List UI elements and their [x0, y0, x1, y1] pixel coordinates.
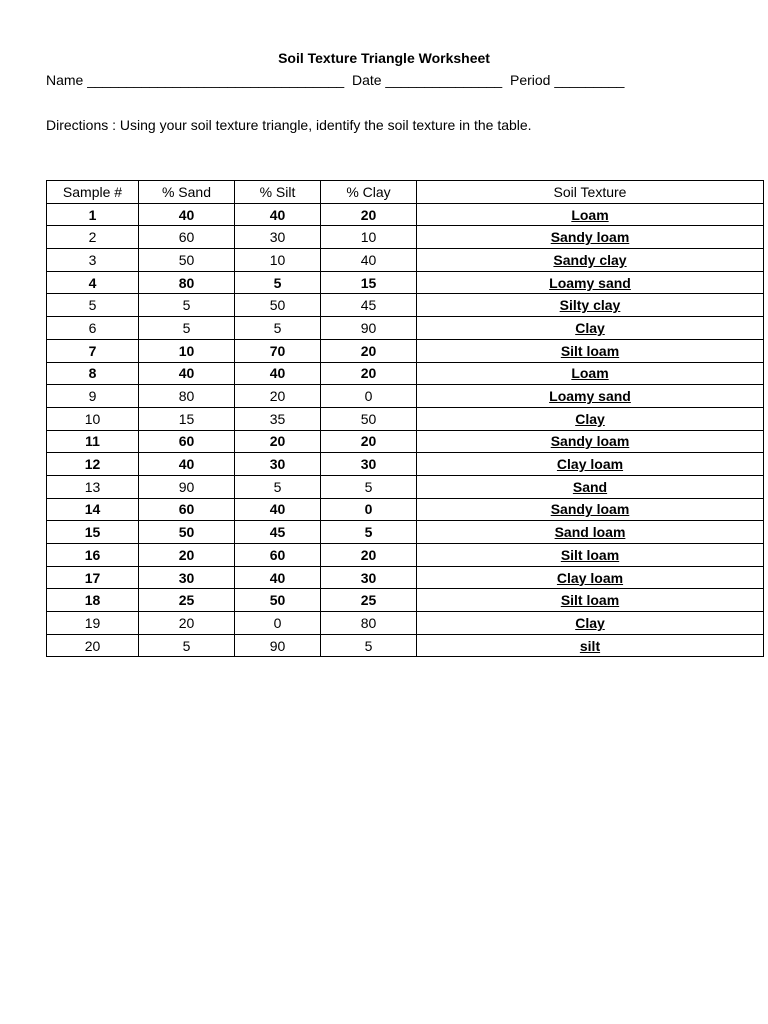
soil-texture-table: [46, 180, 764, 657]
soil-texture-cell: [417, 407, 764, 430]
soil-texture-cell: [417, 362, 764, 385]
soil-texture-answer: Silt loam: [560, 546, 620, 563]
header-clay: % Clay: [321, 181, 417, 204]
soil-texture-cell: [417, 249, 764, 272]
sand-cell: 60: [139, 430, 235, 453]
sample-cell: 2: [47, 226, 139, 249]
clay-cell: 20: [321, 544, 417, 567]
sample-cell: 10: [47, 407, 139, 430]
silt-cell: 40: [235, 498, 321, 521]
silt-cell: 40: [235, 362, 321, 385]
sand-cell: 30: [139, 566, 235, 589]
clay-cell: 30: [321, 566, 417, 589]
silt-cell: 0: [235, 612, 321, 635]
soil-texture-cell: [417, 544, 764, 567]
soil-texture-answer: Silty clay: [559, 297, 621, 314]
clay-cell: 10: [321, 226, 417, 249]
sample-cell: 14: [47, 498, 139, 521]
soil-texture-answer: silt: [579, 637, 601, 654]
sand-cell: 10: [139, 339, 235, 362]
silt-cell: 5: [235, 271, 321, 294]
sand-cell: 20: [139, 612, 235, 635]
silt-cell: 45: [235, 521, 321, 544]
clay-cell: 0: [321, 498, 417, 521]
clay-cell: 45: [321, 294, 417, 317]
sample-cell: 18: [47, 589, 139, 612]
soil-texture-answer: Clay: [575, 410, 605, 427]
worksheet-title: Soil Texture Triangle Worksheet: [278, 50, 490, 66]
sand-cell: 50: [139, 521, 235, 544]
clay-cell: 50: [321, 407, 417, 430]
clay-cell: 20: [321, 339, 417, 362]
clay-cell: 5: [321, 521, 417, 544]
table-row: [47, 498, 764, 521]
table-body: [47, 203, 764, 657]
soil-texture-answer: Sandy loam: [550, 433, 630, 450]
sand-cell: 60: [139, 498, 235, 521]
soil-texture-answer: Sand: [572, 478, 608, 495]
sand-cell: 15: [139, 407, 235, 430]
sand-cell: 40: [139, 362, 235, 385]
soil-texture-cell: [417, 430, 764, 453]
soil-texture-answer: Loam: [571, 365, 609, 382]
soil-texture-answer: Sandy loam: [550, 501, 630, 518]
table-row: [47, 612, 764, 635]
soil-texture-answer: Loam: [571, 206, 609, 223]
soil-texture-cell: [417, 498, 764, 521]
soil-texture-answer: Sandy clay: [553, 251, 627, 268]
sand-cell: 40: [139, 453, 235, 476]
table-row: [47, 362, 764, 385]
silt-cell: 20: [235, 385, 321, 408]
soil-texture-answer: Silt loam: [560, 592, 620, 609]
silt-cell: 35: [235, 407, 321, 430]
clay-cell: 5: [321, 634, 417, 657]
clay-cell: 15: [321, 271, 417, 294]
silt-cell: 50: [235, 589, 321, 612]
sample-cell: 13: [47, 475, 139, 498]
soil-texture-cell: [417, 203, 764, 226]
table-row: [47, 544, 764, 567]
sand-cell: 60: [139, 226, 235, 249]
soil-texture-answer: Clay loam: [556, 456, 624, 473]
sand-cell: 50: [139, 249, 235, 272]
sample-cell: 3: [47, 249, 139, 272]
sample-cell: 7: [47, 339, 139, 362]
table-row: [47, 566, 764, 589]
table-row: [47, 475, 764, 498]
clay-cell: 20: [321, 430, 417, 453]
clay-cell: 20: [321, 362, 417, 385]
soil-texture-cell: [417, 385, 764, 408]
clay-cell: 5: [321, 475, 417, 498]
soil-texture-cell: [417, 271, 764, 294]
clay-cell: 90: [321, 317, 417, 340]
clay-cell: 40: [321, 249, 417, 272]
silt-cell: 10: [235, 249, 321, 272]
soil-texture-answer: Silt loam: [560, 342, 620, 359]
soil-texture-answer: Sand loam: [554, 524, 626, 541]
soil-texture-answer: Loamy sand: [549, 388, 631, 405]
sample-cell: 9: [47, 385, 139, 408]
header-silt: % Silt: [235, 181, 321, 204]
sand-cell: 25: [139, 589, 235, 612]
soil-texture-answer: Clay loam: [556, 569, 624, 586]
soil-texture-cell: [417, 521, 764, 544]
soil-texture-answer: Clay: [575, 319, 605, 336]
clay-cell: 0: [321, 385, 417, 408]
sample-cell: 4: [47, 271, 139, 294]
table-row: [47, 634, 764, 657]
clay-cell: 25: [321, 589, 417, 612]
clay-cell: 30: [321, 453, 417, 476]
soil-texture-cell: [417, 475, 764, 498]
clay-cell: 80: [321, 612, 417, 635]
sand-cell: 20: [139, 544, 235, 567]
sand-cell: 90: [139, 475, 235, 498]
silt-cell: 5: [235, 475, 321, 498]
soil-texture-answer: Loamy sand: [549, 274, 631, 291]
silt-cell: 20: [235, 430, 321, 453]
sample-cell: 6: [47, 317, 139, 340]
table-header-row: [47, 181, 764, 204]
table-row: [47, 249, 764, 272]
silt-cell: 30: [235, 453, 321, 476]
soil-texture-answer: Sandy loam: [550, 229, 630, 246]
table-row: [47, 317, 764, 340]
table-row: [47, 203, 764, 226]
soil-texture-cell: [417, 634, 764, 657]
table-row: [47, 294, 764, 317]
sample-cell: 1: [47, 203, 139, 226]
header-sand: % Sand: [139, 181, 235, 204]
sand-cell: 5: [139, 634, 235, 657]
soil-texture-cell: [417, 317, 764, 340]
table-row: [47, 453, 764, 476]
silt-cell: 50: [235, 294, 321, 317]
silt-cell: 40: [235, 203, 321, 226]
table-row: [47, 430, 764, 453]
soil-texture-cell: [417, 226, 764, 249]
soil-texture-cell: [417, 612, 764, 635]
table-row: [47, 385, 764, 408]
clay-cell: 20: [321, 203, 417, 226]
silt-cell: 70: [235, 339, 321, 362]
name-date-period-line: Name _________________________________ Date _______________ Period _________: [46, 72, 625, 88]
sample-cell: 17: [47, 566, 139, 589]
silt-cell: 90: [235, 634, 321, 657]
table-row: [47, 271, 764, 294]
sand-cell: 40: [139, 203, 235, 226]
silt-cell: 60: [235, 544, 321, 567]
sample-cell: 5: [47, 294, 139, 317]
soil-texture-cell: [417, 339, 764, 362]
table-row: [47, 407, 764, 430]
sand-cell: 80: [139, 385, 235, 408]
table-row: [47, 339, 764, 362]
table-row: [47, 226, 764, 249]
silt-cell: 5: [235, 317, 321, 340]
silt-cell: 40: [235, 566, 321, 589]
soil-texture-answer: Clay: [575, 614, 605, 631]
table-row: [47, 521, 764, 544]
header-sample: Sample #: [47, 181, 139, 204]
sample-cell: 16: [47, 544, 139, 567]
soil-texture-cell: [417, 453, 764, 476]
soil-texture-cell: [417, 589, 764, 612]
table-row: [47, 589, 764, 612]
sample-cell: 20: [47, 634, 139, 657]
silt-cell: 30: [235, 226, 321, 249]
sample-cell: 15: [47, 521, 139, 544]
soil-texture-cell: [417, 566, 764, 589]
sample-cell: 12: [47, 453, 139, 476]
header-soil-texture: Soil Texture: [417, 181, 764, 204]
sample-cell: 8: [47, 362, 139, 385]
sample-cell: 19: [47, 612, 139, 635]
soil-texture-cell: [417, 294, 764, 317]
sample-cell: 11: [47, 430, 139, 453]
sand-cell: 80: [139, 271, 235, 294]
sand-cell: 5: [139, 317, 235, 340]
directions-text: Directions : Using your soil texture triangle, identify the soil texture in the table.: [46, 117, 532, 133]
sand-cell: 5: [139, 294, 235, 317]
